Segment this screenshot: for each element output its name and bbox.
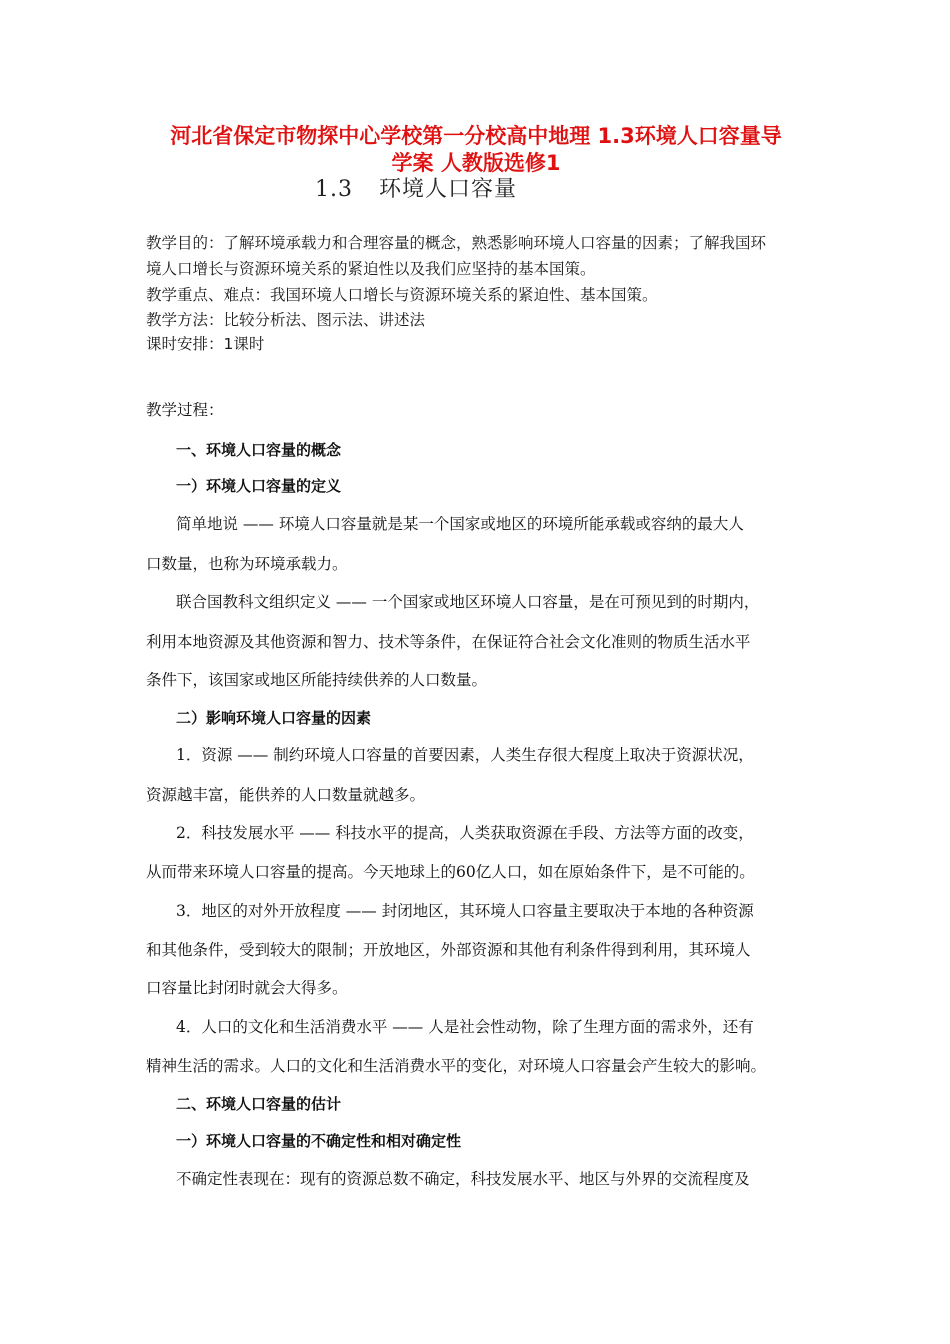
intro-methods: 教学方法：比较分析法、图示法、讲述法	[146, 311, 426, 329]
paragraph-line: 利用本地资源及其他资源和智力、技术等条件，在保证符合社会文化准则的物质生活水平	[146, 633, 751, 651]
subheading-definition: 一）环境人口容量的定义	[176, 477, 342, 495]
document-title-line-2: 学案 人教版选修1	[391, 151, 561, 175]
paragraph-line: 联合国教科文组织定义 —— 一个国家或地区环境人口容量，是在可预见到的时期内，	[176, 593, 760, 611]
subheading-factors: 二）影响环境人口容量的因素	[176, 709, 372, 727]
intro-objectives-line-2: 境人口增长与资源环境关系的紧迫性以及我们应坚持的基本国策。	[146, 260, 596, 278]
subheading-uncertainty: 一）环境人口容量的不确定性和相对确定性	[176, 1132, 462, 1150]
paragraph-line: 资源越丰富，能供养的人口数量就越多。	[146, 786, 426, 804]
heading-concept: 一、环境人口容量的概念	[176, 441, 342, 459]
paragraph-line: 简单地说 —— 环境人口容量就是某一个国家或地区的环境所能承载或容纳的最大人	[176, 515, 744, 533]
document-title-line-1: 河北省保定市物探中心学校第一分校高中地理 1.3环境人口容量导	[170, 124, 782, 148]
heading-estimation: 二、环境人口容量的估计	[176, 1095, 342, 1113]
paragraph-line: 条件下，该国家或地区所能持续供养的人口数量。	[146, 671, 488, 689]
paragraph-line: 不确定性表现在：现有的资源总数不确定，科技发展水平、地区与外界的交流程度及	[176, 1170, 750, 1188]
paragraph-line: 3．地区的对外开放程度 —— 封闭地区，其环境人口容量主要取决于本地的各种资源	[176, 902, 754, 920]
intro-key-points: 教学重点、难点：我国环境人口增长与资源环境关系的紧迫性、基本国策。	[146, 286, 658, 304]
section-number: 1.3	[315, 177, 353, 202]
paragraph-line: 2．科技发展水平 —— 科技水平的提高，人类获取资源在手段、方法等方面的改变，	[176, 824, 754, 842]
section-title: 环境人口容量	[379, 177, 518, 202]
paragraph-line: 精神生活的需求。人口的文化和生活消费水平的变化，对环境人口容量会产生较大的影响。	[146, 1057, 767, 1075]
intro-schedule: 课时安排：1课时	[146, 335, 265, 353]
paragraph-line: 4．人口的文化和生活消费水平 —— 人是社会性动物，除了生理方面的需求外，还有	[176, 1018, 754, 1036]
paragraph-line: 和其他条件，受到较大的限制；开放地区，外部资源和其他有利条件得到利用，其环境人	[146, 941, 751, 959]
paragraph-line: 口数量，也称为环境承载力。	[146, 555, 348, 573]
process-label: 教学过程：	[146, 401, 224, 419]
intro-objectives-line-1: 教学目的：了解环境承载力和合理容量的概念，熟悉影响环境人口容量的因素；了解我国环	[146, 234, 767, 252]
paragraph-line: 从而带来环境人口容量的提高。今天地球上的60亿人口，如在原始条件下，是不可能的。	[146, 863, 755, 881]
paragraph-line: 1．资源 —— 制约环境人口容量的首要因素，人类生存很大程度上取决于资源状况，	[176, 746, 754, 764]
section-heading	[315, 172, 517, 203]
paragraph-line: 口容量比封闭时就会大得多。	[146, 979, 348, 997]
